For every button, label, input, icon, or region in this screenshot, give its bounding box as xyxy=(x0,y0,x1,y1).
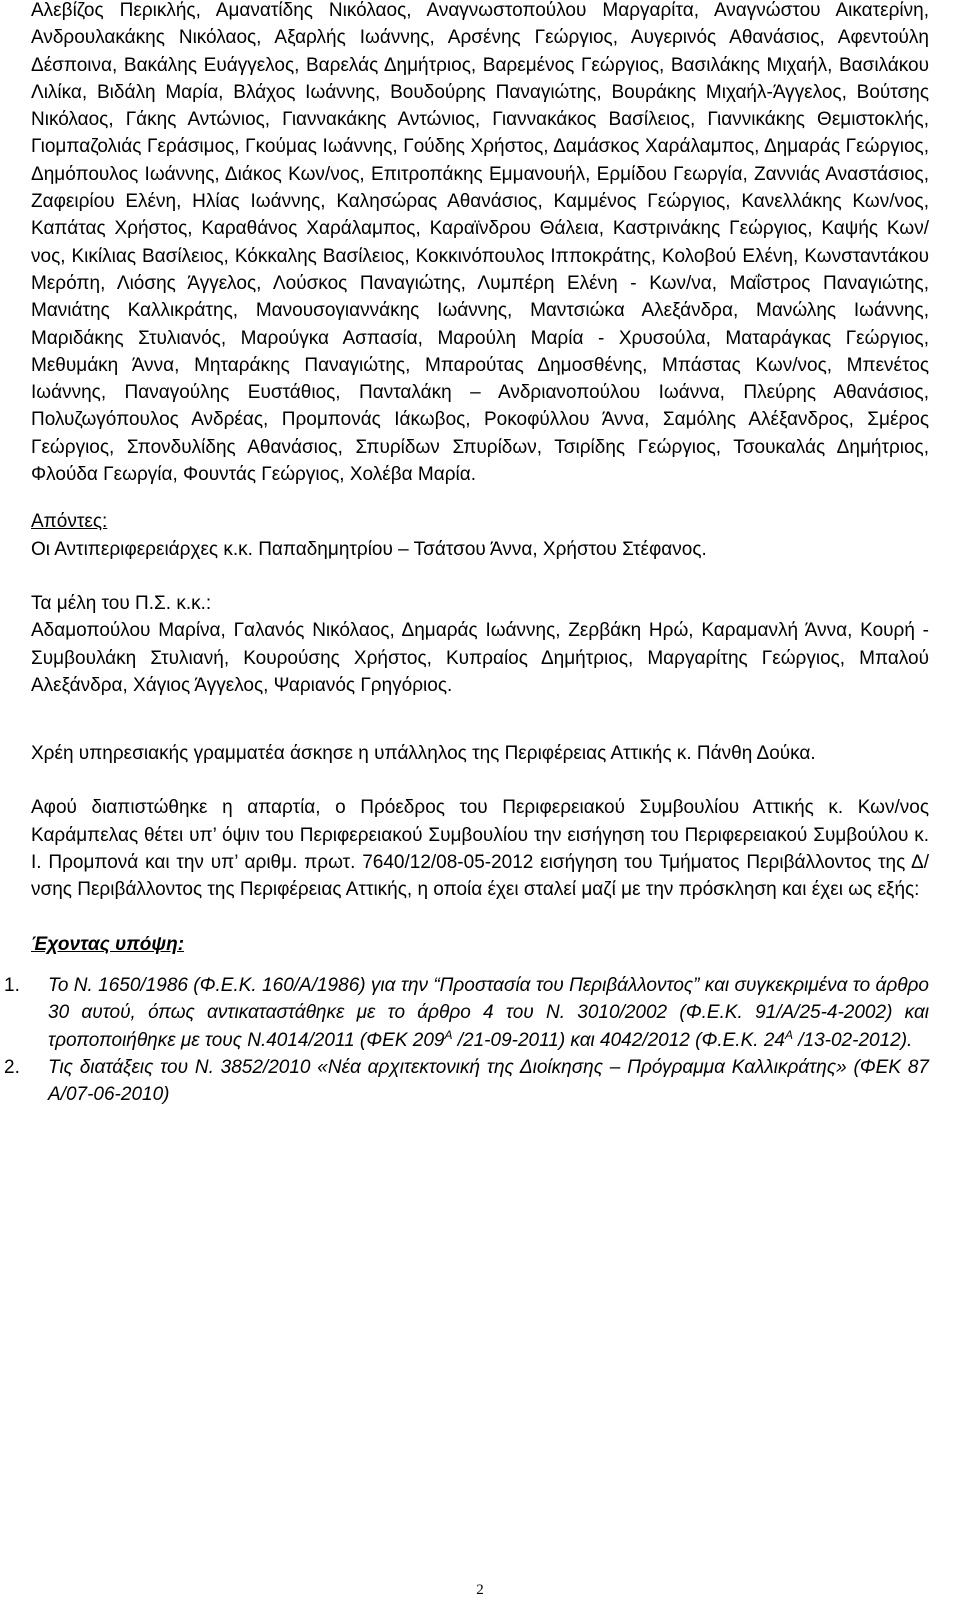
members-paragraph: Αλεβίζος Περικλής, Αμανατίδης Νικόλαος, Αναγνωστοπούλου Μαργαρίτα, Αναγνώστου Αικατερίνη, Ανδρουλακάκης Νικόλαος, Αξαρλής Ιωάννης, Αρσένης Γεώργιος, Αυγερινός Αθανάσιος, Αφεντούλη Δέσποινα, Βακάλης Ευάγγελος, Βαρελάς Δημήτριος, Βαρεμένος Γεώργιος, Βασιλάκης Μιχαήλ, Βασιλάκου Λιλίκα, Βιδάλη Μαρία, Βλάχος Ιωάννης, Βουδούρης Παναγιώτης, Βουράκης Μιχαήλ-Άγγελος, Βούτσης Νικόλαος, Γάκης Αντώνιος, Γιαννακάκης Αντώνιος, Γιαννακάκος Βασίλειος, Γιαννικάκης Θεμιστοκλής, Γιομπαζολιάς Γεράσιμος, Γκούμας Ιωάννης, Γούδης Χρήστος, Δαμάσκος Χαράλαμπος, Δημαράς Γεώργιος, Δημόπουλος Ιωάννης, Διάκος Κων/νος, Επιτροπάκης Εμμανουήλ, Ερμίδου Γεωργία, Ζαννιάς Αναστάσιος, Ζαφειρίου Ελένη, Ηλίας Ιωάννης, Καλησώρας Αθανάσιος, Καμμένος Γεώργιος, Κανελλάκης Κων/νος, Καπάτας Χρήστος, Καραθάνος Χαράλαμπος, Καραϊνδρου Θάλεια, Καστρινάκης Γεώργιος, Καψής Κων/νος, Κικίλιας Βασίλειος, Κόκκαλης Βασίλειος, Κοκκινόπουλος Ιπποκράτης, Κολοβού Ελένη, Κωνσταντάκου Μερόπη, Λιόσης Άγγελος, Λούσκος Παναγιώτης, Λυμπέρη Ελένη - Κων/να, Μαΐστρος Παναγιώτης, Μανιάτης Καλλικράτης, Μανουσογιαννάκης Ιωάννης, Μαντσιώκα Αλεξάνδρα, Μανώλης Ιωάννης, Μαριδάκης Στυλιανός, Μαρούγκα Ασπασία, Μαρούλη Μαρία - Χρυσούλα, Ματαράγκας Γεώργιος, Μεθυμάκη Άννα, Μηταράκης Παναγιώτης, Μπαρούτας Δημοσθένης, Μπάστας Κων/νος, Μπενέτος Ιωάννης, Παναγούλης Ευστάθιος, Πανταλάκη – Ανδριανοπούλου Ιωάννα, Πλεύρης Αθανάσιος, Πολυζωγόπουλος Ανδρέας, Προμπονάς Ιάκωβος, Ροκοφύλλου Άννα, Σαμόλης Αλέξανδρος, Σμέρος Γεώργιος, Σπονδυλίδης Αθανάσιος, Σπυρίδων Σπυρίδων, Τσιρίδης Γεώργιος, Τσουκαλάς Δημήτριος, Φλούδα Γεωργία, Φουντάς Γεώργιος, Χολέβα Μαρία. xyxy=(31,0,929,486)
superscript: Α xyxy=(784,1027,793,1042)
absent-heading: Απόντες: xyxy=(31,511,108,533)
list-item-number: 2. xyxy=(4,1056,20,1078)
board-heading: Τα μέλη του Π.Σ. κ.κ.: xyxy=(31,592,212,614)
list-item-text: /21-09-2011) και 4042/2012 (Φ.Ε.Κ. 24 xyxy=(452,1029,785,1051)
list-item-number: 1. xyxy=(4,974,20,996)
superscript: Α xyxy=(444,1027,453,1042)
considering-section xyxy=(4,931,929,1109)
considering-heading: Έχοντας υπόψη: xyxy=(31,933,185,955)
list-item-text: /13-02-2012). xyxy=(792,1029,913,1051)
list-item xyxy=(4,972,929,1054)
board-section xyxy=(31,590,929,699)
quorum-paragraph: Αφού διαπιστώθηκε η απαρτία, ο Πρόεδρος του Περιφερειακού Συμβουλίου Αττικής κ. Κων/νος Καράμπελας θέτει υπ’ όψιν του Περιφερειακού Συμβουλίου την εισήγηση του Περιφερειακού Συμβούλου κ. Ι. Προμπονά και την υπ’ αριθμ. πρωτ. 7640/12/08-05-2012 εισήγηση του Τμήματος Περιβάλλοντος της Δ/νσης Περιβάλλοντος της Περιφέρειας Αττικής, η οποία έχει σταλεί μαζί με την πρόσκληση και έχει ως εξής: xyxy=(31,797,929,901)
document-page xyxy=(4,0,929,1108)
considering-list xyxy=(4,972,929,1108)
list-item-text: Το Ν. 1650/1986 (Φ.Ε.Κ. 160/Α/1986) για την “Προστασία του Περιβάλλοντος” και συγκεκριμένα το άρθρο 30 αυτού, όπως αντικαταστάθηκε με το άρθρο 4 του Ν. 3010/2002 (Φ.Ε.Κ. 91/Α/25-4-2002) και τροποποιήθηκε με τους Ν.4014/2011 (ΦΕΚ 209 xyxy=(48,974,929,1051)
list-item-text: Τις διατάξεις του Ν. 3852/2010 «Νέα αρχιτεκτονική της Διοίκησης – Πρόγραμμα Καλλικράτης» (ΦΕΚ 87 Α/07-06-2010) xyxy=(48,1056,929,1106)
list-item xyxy=(4,1054,929,1109)
secretary-paragraph: Χρέη υπηρεσιακής γραμματέα άσκησε η υπάλληλος της Περιφέρειας Αττικής κ. Πάνθη Δούκα. xyxy=(31,743,816,765)
board-text: Αδαμοπούλου Μαρίνα, Γαλανός Νικόλαος, Δημαράς Ιωάννης, Ζερβάκη Ηρώ, Καραμανλή Άννα, Κουρή - Συμβουλάκη Στυλιανή, Κουρούσης Χρήστος, Κυπραίος Δημήτριος, Μαργαρίτης Γεώργιος, Μπαλού Αλεξάνδρα, Χάγιος Άγγελος, Ψαριανός Γρηγόριος. xyxy=(31,620,929,696)
page-number: 2 xyxy=(476,1582,484,1598)
absent-section xyxy=(31,508,929,563)
absent-text: Οι Αντιπεριφερειάρχες κ.κ. Παπαδημητρίου – Τσάτσου Άννα, Χρήστου Στέφανος. xyxy=(31,538,707,560)
